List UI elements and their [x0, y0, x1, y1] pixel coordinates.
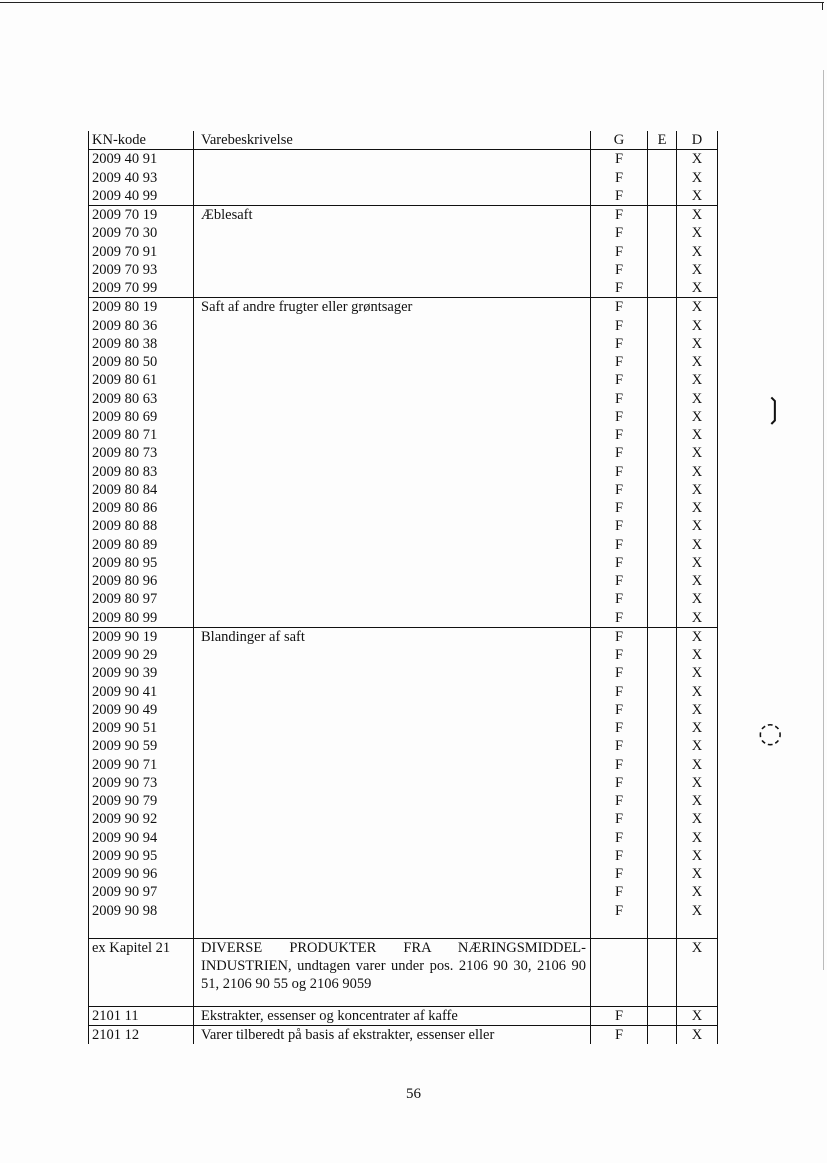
col-e-value	[648, 646, 677, 664]
kn-code: 2009 70 30	[89, 224, 194, 242]
col-g-value: F	[591, 829, 648, 847]
table-row	[89, 150, 718, 169]
empty-cell	[591, 920, 648, 939]
description: Saft af andre frugter eller grøntsager	[194, 298, 591, 628]
kn-code: 2009 80 99	[89, 609, 194, 628]
col-e-value	[648, 701, 677, 719]
col-e-value	[648, 1025, 677, 1044]
col-d-value: X	[677, 572, 718, 590]
col-g-value: F	[591, 187, 648, 206]
binder-hole-mark: ◌	[758, 716, 783, 749]
col-e-value	[648, 224, 677, 242]
col-d-value: X	[677, 664, 718, 682]
kn-code: 2009 70 19	[89, 206, 194, 225]
col-g-value	[591, 938, 648, 993]
col-g-value: F	[591, 737, 648, 755]
col-e-value	[648, 1006, 677, 1025]
header-description: Varebeskrivelse	[194, 131, 591, 150]
col-g-value: F	[591, 426, 648, 444]
col-e-value	[648, 590, 677, 608]
col-d-value: X	[677, 298, 718, 317]
col-d-value: X	[677, 792, 718, 810]
table-row	[89, 298, 718, 317]
scan-right-edge	[823, 70, 824, 970]
kn-code: 2009 80 97	[89, 590, 194, 608]
kn-code: 2009 80 50	[89, 353, 194, 371]
kn-code: 2009 80 88	[89, 517, 194, 535]
col-g-value: F	[591, 371, 648, 389]
kn-code: 2009 90 97	[89, 883, 194, 901]
col-g-value: F	[591, 169, 648, 187]
kn-code: 2009 40 93	[89, 169, 194, 187]
col-e-value	[648, 865, 677, 883]
kn-code: 2009 80 83	[89, 463, 194, 481]
kn-code: 2101 11	[89, 1006, 194, 1025]
kn-code: 2009 80 38	[89, 335, 194, 353]
col-d-value: X	[677, 187, 718, 206]
col-g-value: F	[591, 1006, 648, 1025]
col-e-value	[648, 371, 677, 389]
col-d-value: X	[677, 627, 718, 646]
kn-code: 2009 90 19	[89, 627, 194, 646]
header-g: G	[591, 131, 648, 150]
kn-code: 2009 90 51	[89, 719, 194, 737]
col-g-value: F	[591, 317, 648, 335]
scan-corner-tick	[822, 2, 823, 10]
col-d-value: X	[677, 536, 718, 554]
col-d-value: X	[677, 609, 718, 628]
col-e-value	[648, 737, 677, 755]
empty-cell	[194, 994, 591, 1007]
description: Æblesaft	[194, 206, 591, 298]
spacer-row	[89, 994, 718, 1007]
col-g-value: F	[591, 664, 648, 682]
kn-code: 2009 90 59	[89, 737, 194, 755]
col-d-value: X	[677, 938, 718, 993]
col-g-value: F	[591, 756, 648, 774]
col-d-value: X	[677, 646, 718, 664]
col-g-value: F	[591, 390, 648, 408]
kn-code: 2009 90 92	[89, 810, 194, 828]
col-e-value	[648, 774, 677, 792]
col-e-value	[648, 756, 677, 774]
table-row	[89, 1025, 718, 1044]
col-e-value	[648, 463, 677, 481]
kn-code: 2009 80 84	[89, 481, 194, 499]
col-e-value	[648, 536, 677, 554]
empty-cell	[677, 994, 718, 1007]
col-g-value: F	[591, 847, 648, 865]
col-d-value: X	[677, 883, 718, 901]
col-d-value: X	[677, 810, 718, 828]
table-row	[89, 1006, 718, 1025]
col-e-value	[648, 554, 677, 572]
kn-code: 2009 80 86	[89, 499, 194, 517]
col-g-value: F	[591, 150, 648, 169]
kn-code: 2009 90 41	[89, 683, 194, 701]
kn-code: 2009 90 79	[89, 792, 194, 810]
col-g-value: F	[591, 701, 648, 719]
header-code: KN-kode	[89, 131, 194, 150]
col-e-value	[648, 719, 677, 737]
col-e-value	[648, 408, 677, 426]
col-g-value: F	[591, 683, 648, 701]
col-e-value	[648, 298, 677, 317]
empty-cell	[648, 994, 677, 1007]
empty-cell	[89, 920, 194, 939]
col-g-value: F	[591, 298, 648, 317]
col-e-value	[648, 353, 677, 371]
col-e-value	[648, 683, 677, 701]
kn-code: 2009 90 98	[89, 902, 194, 920]
col-d-value: X	[677, 279, 718, 298]
table-row	[89, 627, 718, 646]
kn-code: 2009 90 49	[89, 701, 194, 719]
empty-cell	[677, 920, 718, 939]
tariff-table	[88, 131, 718, 1044]
col-g-value: F	[591, 792, 648, 810]
col-e-value	[648, 902, 677, 920]
empty-cell	[89, 994, 194, 1007]
col-d-value: X	[677, 499, 718, 517]
col-d-value: X	[677, 150, 718, 169]
kn-code: 2009 40 91	[89, 150, 194, 169]
page-number: 56	[406, 1086, 421, 1102]
col-e-value	[648, 206, 677, 225]
col-g-value: F	[591, 590, 648, 608]
col-d-value: X	[677, 390, 718, 408]
col-e-value	[648, 829, 677, 847]
col-e-value	[648, 390, 677, 408]
col-d-value: X	[677, 206, 718, 225]
scan-top-border	[0, 2, 824, 3]
col-d-value: X	[677, 408, 718, 426]
col-e-value	[648, 938, 677, 993]
col-g-value: F	[591, 883, 648, 901]
col-e-value	[648, 572, 677, 590]
kn-code: 2009 70 93	[89, 261, 194, 279]
kn-code: 2009 70 91	[89, 243, 194, 261]
col-d-value: X	[677, 444, 718, 462]
col-g-value: F	[591, 865, 648, 883]
kn-code: 2009 80 36	[89, 317, 194, 335]
kn-code: 2009 90 94	[89, 829, 194, 847]
kn-code: 2009 80 96	[89, 572, 194, 590]
header-e: E	[648, 131, 677, 150]
col-d-value: X	[677, 756, 718, 774]
col-e-value	[648, 627, 677, 646]
col-d-value: X	[677, 169, 718, 187]
header-d: D	[677, 131, 718, 150]
col-d-value: X	[677, 371, 718, 389]
col-g-value: F	[591, 572, 648, 590]
col-d-value: X	[677, 1006, 718, 1025]
col-g-value: F	[591, 444, 648, 462]
col-d-value: X	[677, 902, 718, 920]
col-d-value: X	[677, 517, 718, 535]
col-e-value	[648, 444, 677, 462]
col-d-value: X	[677, 554, 718, 572]
col-e-value	[648, 261, 677, 279]
col-d-value: X	[677, 317, 718, 335]
col-d-value: X	[677, 590, 718, 608]
kn-code: 2009 70 99	[89, 279, 194, 298]
col-e-value	[648, 243, 677, 261]
col-g-value: F	[591, 243, 648, 261]
col-d-value: X	[677, 829, 718, 847]
col-d-value: X	[677, 426, 718, 444]
col-d-value: X	[677, 774, 718, 792]
col-g-value: F	[591, 554, 648, 572]
col-g-value: F	[591, 481, 648, 499]
kn-code: 2009 90 29	[89, 646, 194, 664]
empty-cell	[648, 920, 677, 939]
kn-code: 2009 90 39	[89, 664, 194, 682]
col-e-value	[648, 883, 677, 901]
col-e-value	[648, 187, 677, 206]
col-g-value: F	[591, 646, 648, 664]
description	[194, 150, 591, 206]
col-d-value: X	[677, 737, 718, 755]
col-e-value	[648, 481, 677, 499]
kn-code: 2009 40 99	[89, 187, 194, 206]
kn-code: 2009 90 71	[89, 756, 194, 774]
kn-code: 2009 80 95	[89, 554, 194, 572]
col-d-value: X	[677, 847, 718, 865]
chapter-row	[89, 938, 718, 993]
col-d-value: X	[677, 719, 718, 737]
col-d-value: X	[677, 463, 718, 481]
col-g-value: F	[591, 261, 648, 279]
col-g-value: F	[591, 408, 648, 426]
col-e-value	[648, 169, 677, 187]
col-g-value: F	[591, 279, 648, 298]
kn-code: 2009 80 89	[89, 536, 194, 554]
col-g-value: F	[591, 335, 648, 353]
col-e-value	[648, 335, 677, 353]
col-g-value: F	[591, 902, 648, 920]
col-g-value: F	[591, 774, 648, 792]
empty-cell	[591, 994, 648, 1007]
col-e-value	[648, 810, 677, 828]
col-e-value	[648, 499, 677, 517]
col-d-value: X	[677, 1025, 718, 1044]
col-d-value: X	[677, 243, 718, 261]
col-g-value: F	[591, 1025, 648, 1044]
binder-hole-mark: ❳	[762, 392, 786, 425]
description: Ekstrakter, essenser og koncentrater af kaffe	[194, 1006, 591, 1025]
col-d-value: X	[677, 701, 718, 719]
kn-code: 2009 90 95	[89, 847, 194, 865]
kn-code: 2009 80 19	[89, 298, 194, 317]
kn-code: 2009 80 73	[89, 444, 194, 462]
col-g-value: F	[591, 499, 648, 517]
kn-code: 2101 12	[89, 1025, 194, 1044]
col-g-value: F	[591, 224, 648, 242]
col-e-value	[648, 426, 677, 444]
chapter-description: DIVERSE PRODUKTER FRA NÆRINGSMIDDEL-INDUSTRIEN, undtagen varer under pos. 2106 90 30, 2106 90 51, 2106 90 55 og 2106 9059	[194, 938, 591, 993]
col-g-value: F	[591, 536, 648, 554]
col-d-value: X	[677, 335, 718, 353]
col-e-value	[648, 847, 677, 865]
col-g-value: F	[591, 609, 648, 628]
col-e-value	[648, 317, 677, 335]
col-e-value	[648, 792, 677, 810]
kn-code: 2009 80 69	[89, 408, 194, 426]
chapter-code: ex Kapitel 21	[89, 938, 194, 993]
col-e-value	[648, 609, 677, 628]
col-e-value	[648, 517, 677, 535]
col-g-value: F	[591, 353, 648, 371]
col-g-value: F	[591, 463, 648, 481]
col-g-value: F	[591, 517, 648, 535]
kn-code: 2009 80 63	[89, 390, 194, 408]
kn-code: 2009 90 96	[89, 865, 194, 883]
col-e-value	[648, 664, 677, 682]
col-d-value: X	[677, 481, 718, 499]
description: Varer tilberedt på basis af ekstrakter, essenser eller	[194, 1025, 591, 1044]
kn-code: 2009 90 73	[89, 774, 194, 792]
col-g-value: F	[591, 719, 648, 737]
table-header-row	[89, 131, 718, 150]
col-g-value: F	[591, 206, 648, 225]
table-row	[89, 206, 718, 225]
col-d-value: X	[677, 353, 718, 371]
kn-code: 2009 80 61	[89, 371, 194, 389]
col-d-value: X	[677, 224, 718, 242]
col-e-value	[648, 150, 677, 169]
col-d-value: X	[677, 865, 718, 883]
col-g-value: F	[591, 627, 648, 646]
col-d-value: X	[677, 261, 718, 279]
description: Blandinger af saft	[194, 627, 591, 938]
col-d-value: X	[677, 683, 718, 701]
col-g-value: F	[591, 810, 648, 828]
kn-code: 2009 80 71	[89, 426, 194, 444]
col-e-value	[648, 279, 677, 298]
